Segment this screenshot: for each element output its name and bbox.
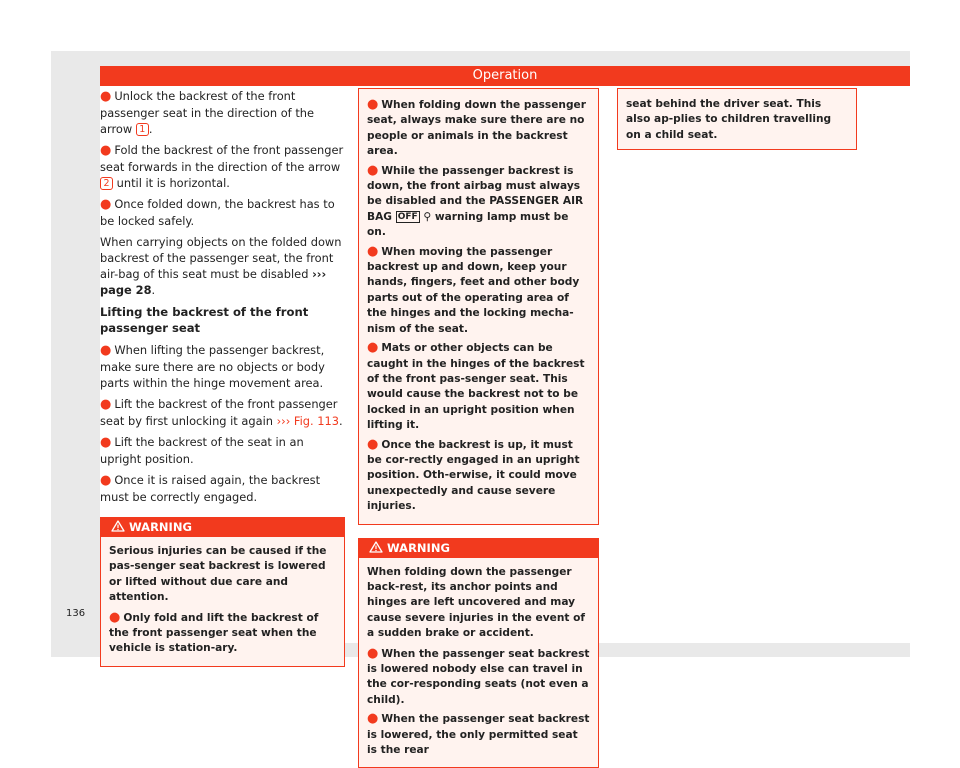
bullet-icon: ● bbox=[367, 711, 379, 727]
warning-triangle-icon bbox=[111, 520, 125, 532]
warning-box bbox=[358, 538, 599, 768]
manual-page bbox=[66, 66, 910, 757]
warning-continued-box bbox=[617, 88, 857, 150]
warning-triangle-icon bbox=[369, 541, 383, 553]
warning-header: WARNING bbox=[101, 518, 344, 537]
bullet-icon: ● bbox=[367, 243, 379, 259]
warning-text: When folding down the passenger back-rest, its anchor points and hinges are left uncovered and may cause severe injuries in the event of a sudden brake or accident. bbox=[367, 565, 586, 640]
airbag-off-icon: OFF bbox=[397, 211, 418, 222]
bullet-icon: ● bbox=[367, 162, 379, 178]
list-item: ● Lift the backrest of the seat in an upright position. bbox=[100, 435, 304, 466]
bullet-icon: ● bbox=[100, 397, 112, 412]
list-item: ● When the passenger seat backrest is lowered nobody else can travel in the cor-responding seats (not even a child). bbox=[367, 645, 590, 706]
figure-callout: 1 bbox=[136, 123, 149, 136]
bullet-icon: ● bbox=[367, 340, 379, 356]
bullet-icon: ● bbox=[100, 435, 112, 450]
list-item: ● When moving the passenger backrest up and down, keep your hands, fingers, feet and other body parts out of the operating area of the hinges and the locking mecha-nism of the seat. bbox=[367, 243, 580, 335]
list-item: ● While the passenger backrest is down, the front airbag must always be disabled and the PASSENGER AIR BAG OFF ⚲ warning lamp must be on. bbox=[367, 162, 584, 239]
bullet-icon: ● bbox=[100, 143, 112, 158]
list-item: ● Fold the backrest of the front passenger seat forwards in the direction of the arrow 2 until it is horizontal. bbox=[100, 143, 344, 190]
list-item: ● Once folded down, the backrest has to be locked safely. bbox=[100, 197, 335, 228]
page-frame bbox=[51, 51, 910, 757]
bullet-icon: ● bbox=[367, 645, 379, 661]
list-item: ● Only fold and lift the backrest of the front passenger seat when the vehicle is station-ary. bbox=[109, 609, 319, 655]
list-item: ● When the passenger seat backrest is lowered, the only permitted seat is the rear bbox=[367, 711, 590, 757]
column-left bbox=[100, 88, 345, 667]
warning-continued-box bbox=[358, 88, 599, 525]
subheading: Lifting the backrest of the front passenger seat bbox=[100, 305, 309, 335]
bullet-icon: ● bbox=[100, 197, 112, 212]
list-item: ● When lifting the passenger backrest, make sure there are no objects or body parts within the hinge movement area. bbox=[100, 343, 325, 390]
warning-text: Serious injuries can be caused if the pas-senger seat backrest is lowered or lifted without due care and attention. bbox=[109, 545, 327, 604]
page-number: 136 bbox=[66, 608, 86, 619]
bullet-icon: ● bbox=[100, 89, 112, 104]
page-link[interactable]: ››› page 28 bbox=[100, 267, 327, 297]
figure-link[interactable]: ››› Fig. 113 bbox=[276, 414, 339, 428]
list-item: ● When folding down the passenger seat, always make sure there are no people or animals in the backrest area. bbox=[367, 97, 586, 158]
bullet-icon: ● bbox=[100, 473, 112, 488]
list-item: ● Unlock the backrest of the front passenger seat in the direction of the arrow 1 . bbox=[100, 89, 315, 136]
list-item: ● Once the backrest is up, it must be cor-rectly engaged in an upright position. Oth-erwise, it could move unexpectedly and cause severe injuries. bbox=[367, 436, 580, 513]
list-item: ● Once it is raised again, the backrest must be correctly engaged. bbox=[100, 473, 321, 504]
paragraph: When carrying objects on the folded down backrest of the passenger seat, the front air-bag of this seat must be disabled ››› page 28. bbox=[100, 235, 342, 297]
figure-callout: 2 bbox=[100, 177, 113, 190]
bullet-icon: ● bbox=[367, 436, 379, 452]
bullet-icon: ● bbox=[100, 343, 112, 358]
list-item: ● Lift the backrest of the front passenger seat by first unlocking it again ››› Fig. 113. bbox=[100, 397, 343, 428]
list-item: ● Mats or other objects can be caught in the hinges of the backrest of the front pas-senger seat. This would cause the backrest not to be locked in an upright position when lifting it. bbox=[367, 340, 585, 432]
warning-box bbox=[100, 517, 345, 667]
airbag-seat-icon: ⚲ bbox=[423, 210, 432, 223]
bullet-icon: ● bbox=[109, 609, 121, 625]
column-right bbox=[617, 88, 857, 150]
warning-header: WARNING bbox=[359, 539, 598, 558]
column-middle bbox=[358, 88, 599, 768]
bullet-icon: ● bbox=[367, 97, 379, 112]
section-header: Operation bbox=[100, 66, 910, 86]
warning-text: seat behind the driver seat. This also ap-plies to children travelling on a child seat. bbox=[626, 98, 832, 141]
